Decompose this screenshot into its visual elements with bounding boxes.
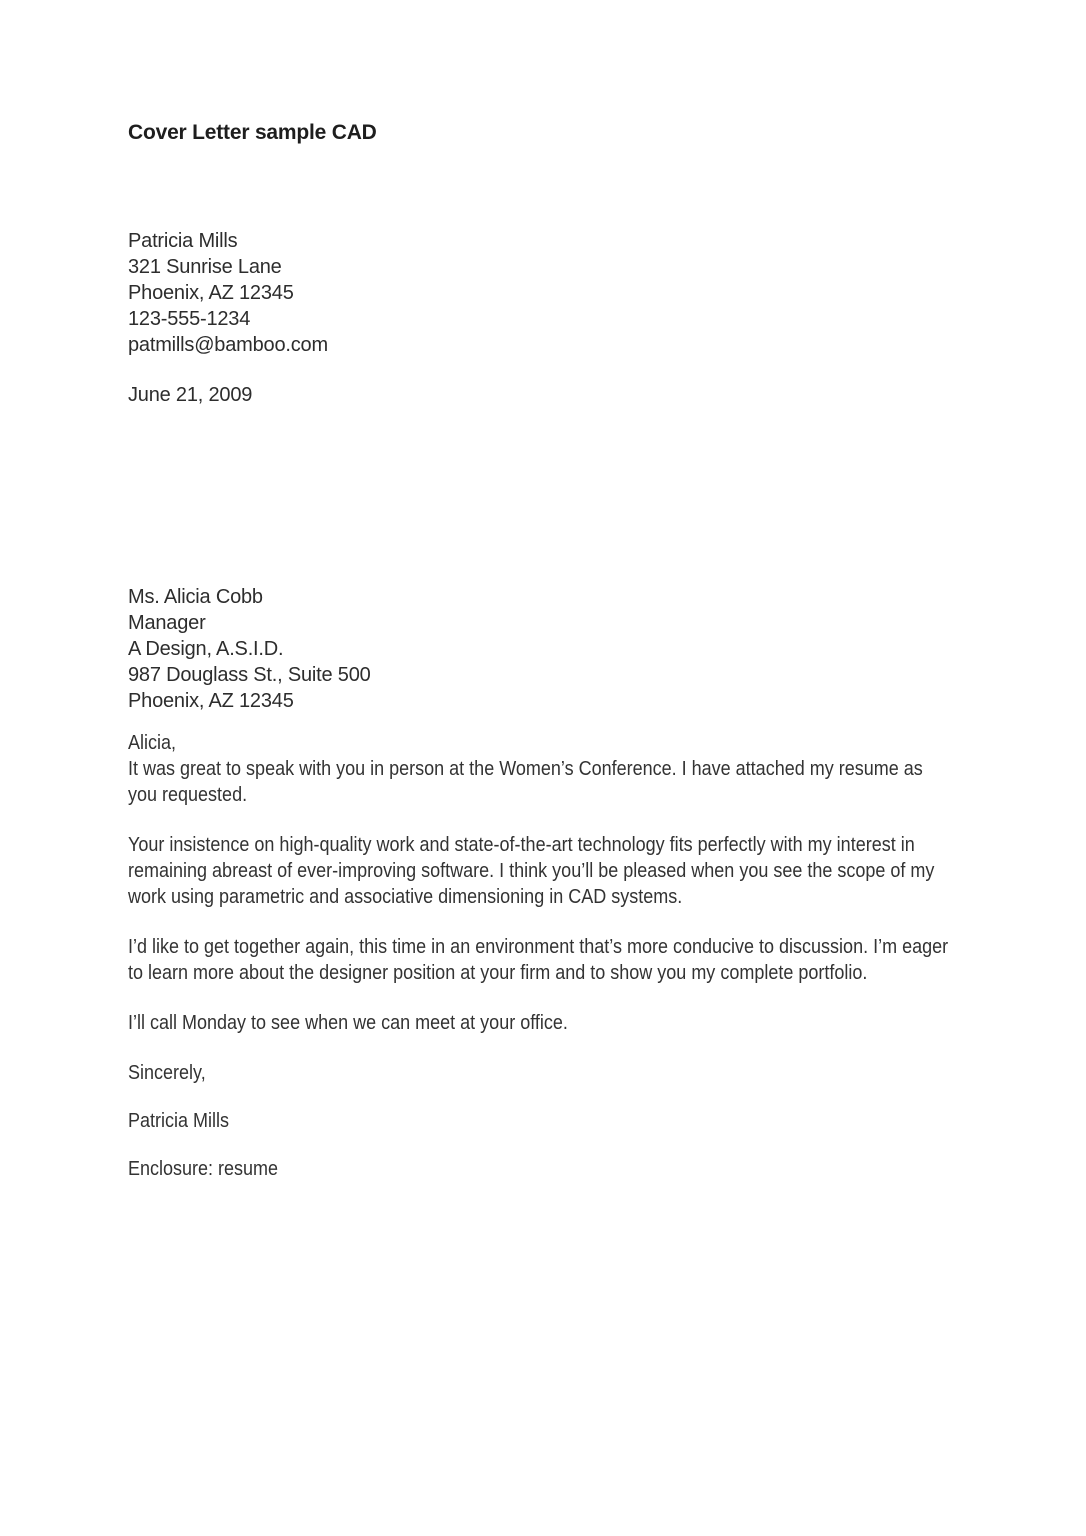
sender-name: Patricia Mills <box>128 230 238 252</box>
sender-street: 321 Sunrise Lane <box>128 256 282 278</box>
sender-phone: 123-555-1234 <box>128 308 251 330</box>
salutation: Alicia, <box>128 732 177 754</box>
enclosure-note: Enclosure: resume <box>128 1158 279 1180</box>
body-paragraph-4: I’ll call Monday to see when we can meet at your office. <box>128 1012 568 1034</box>
recipient-city-state-zip: Phoenix, AZ 12345 <box>128 690 294 712</box>
body-paragraph-1: It was great to speak with you in person at the Women’s Conference. I have attached my resume as you requested. <box>128 758 923 806</box>
sender-city-state-zip: Phoenix, AZ 12345 <box>128 282 294 304</box>
body-paragraph-3: I’d like to get together again, this time in an environment that’s more conducive to discussion. I’m eager to learn more about the designer position at your firm and to show you my complete portfolio. <box>128 936 949 984</box>
sender-email: patmills@bamboo.com <box>128 334 328 356</box>
page-title: Cover Letter sample CAD <box>128 121 377 144</box>
recipient-address-block <box>128 584 1086 714</box>
recipient-company: A Design, A.S.I.D. <box>128 638 284 660</box>
closing: Sincerely, <box>128 1062 206 1084</box>
recipient-job-title: Manager <box>128 612 206 634</box>
sender-address-block <box>128 228 1086 358</box>
recipient-name: Ms. Alicia Cobb <box>128 586 263 608</box>
letter-date: June 21, 2009 <box>128 384 253 406</box>
signature-name: Patricia Mills <box>128 1110 230 1132</box>
recipient-street: 987 Douglass St., Suite 500 <box>128 664 371 686</box>
body-paragraph-2: Your insistence on high-quality work and state-of-the-art technology fits perfectly with my interest in remaining abreast of ever-improving software. I think you’ll be pleased when you see the scope of my work using parametric and associative dimensioning in CAD systems. <box>128 834 935 908</box>
